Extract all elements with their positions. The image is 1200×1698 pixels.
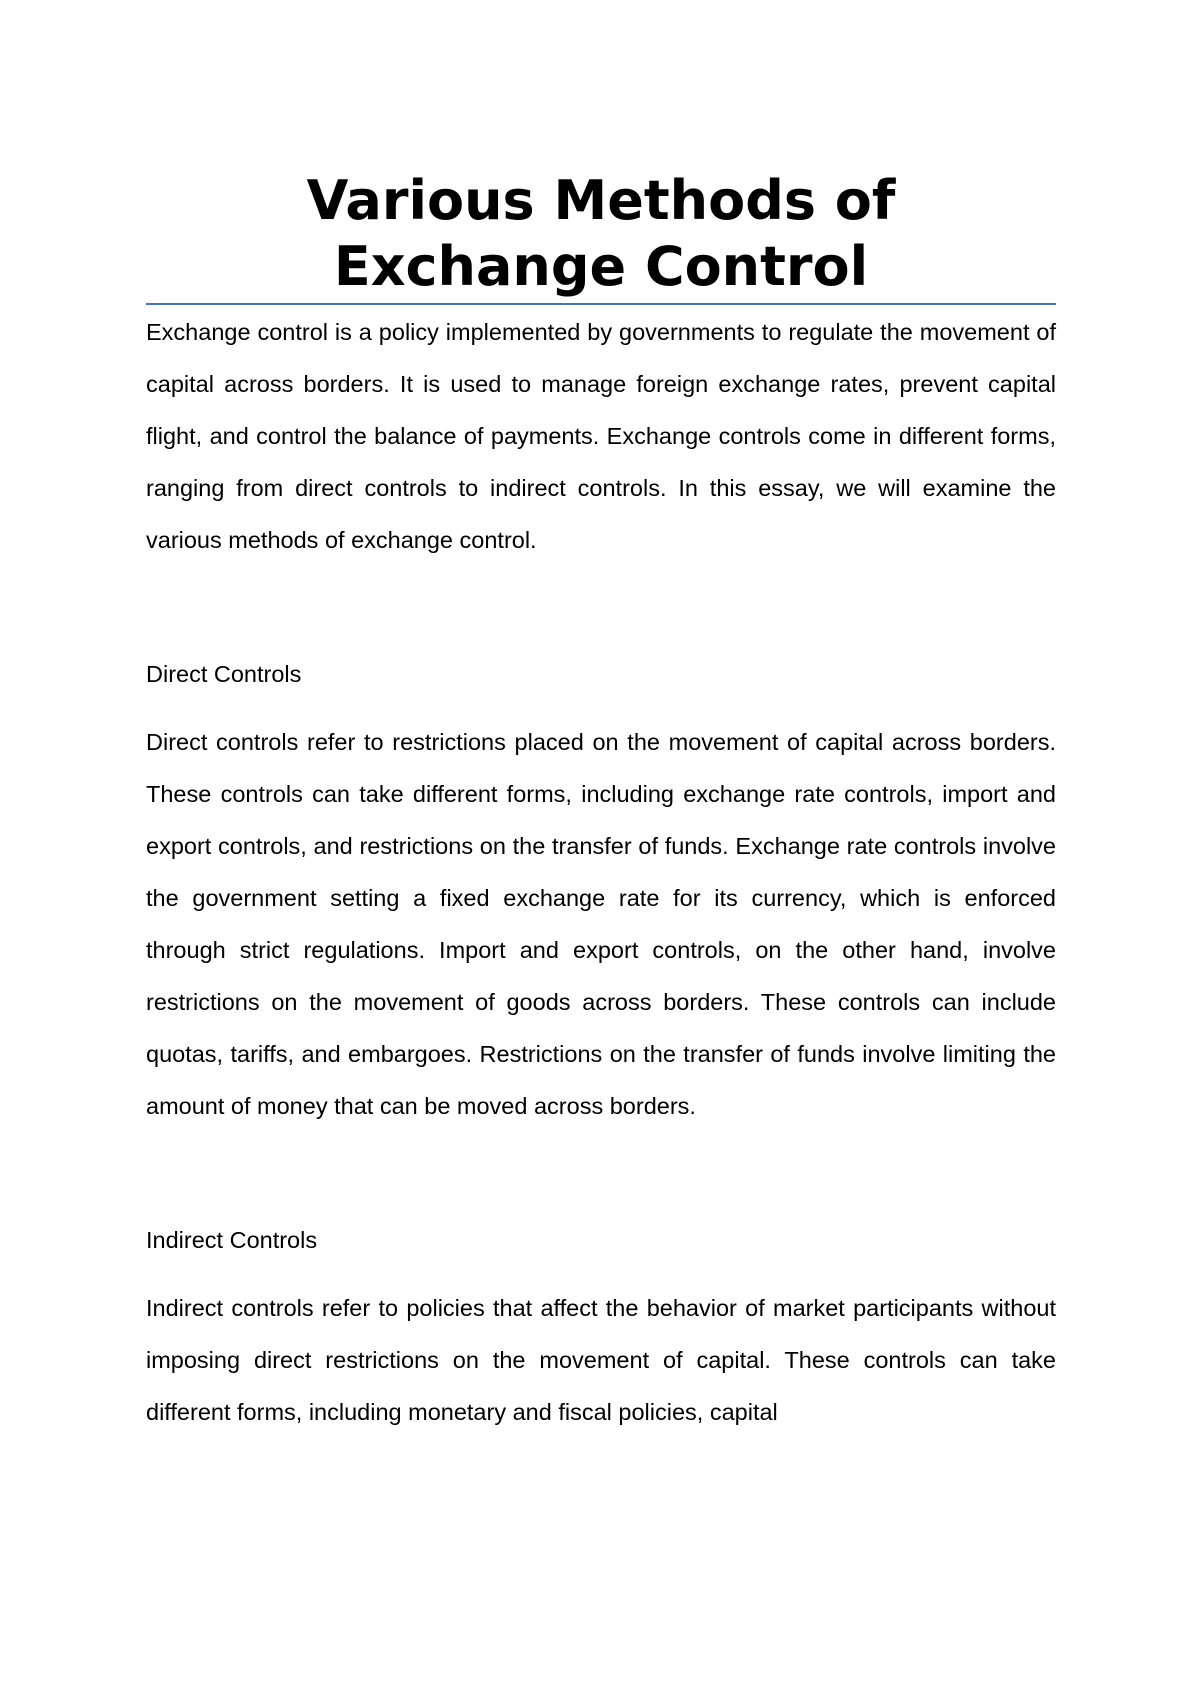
title-line-1: Various Methods of — [306, 169, 896, 232]
section-paragraph-indirect-controls: Indirect controls refer to policies that affect the behavior of market participants without imposing direct restrictions on the movement of capital. These controls can take different forms, including monetary and fiscal policies, capital — [146, 1295, 1056, 1425]
section-heading-direct-controls: Direct Controls — [146, 661, 302, 687]
intro-paragraph: Exchange control is a policy implemented by governments to regulate the movement of capital across borders. It is used to manage foreign exchange rates, prevent capital flight, and control the balance of payments. Exchange controls come in different forms, ranging from direct controls to indirect controls. In this essay, we will examine the various methods of exchange control. — [146, 319, 1056, 553]
section-heading-indirect-controls: Indirect Controls — [146, 1227, 318, 1253]
title-line-2: Exchange Control — [333, 235, 869, 298]
document-content — [146, 168, 1056, 1438]
section-paragraph-direct-controls: Direct controls refer to restrictions placed on the movement of capital across borders. These controls can take different forms, including exchange rate controls, import and export controls, and restrictions on the transfer of funds. Exchange rate controls involve the government setting a fixed exchange rate for its currency, which is enforced through strict regulations. Import and export controls, on the other hand, involve restrictions on the movement of goods across borders. These controls can include quotas, tariffs, and embargoes. Restrictions on the transfer of funds involve limiting the amount of money that can be moved across borders. — [146, 729, 1056, 1119]
document-title — [146, 168, 1056, 300]
title-underline-rule — [146, 303, 1056, 305]
